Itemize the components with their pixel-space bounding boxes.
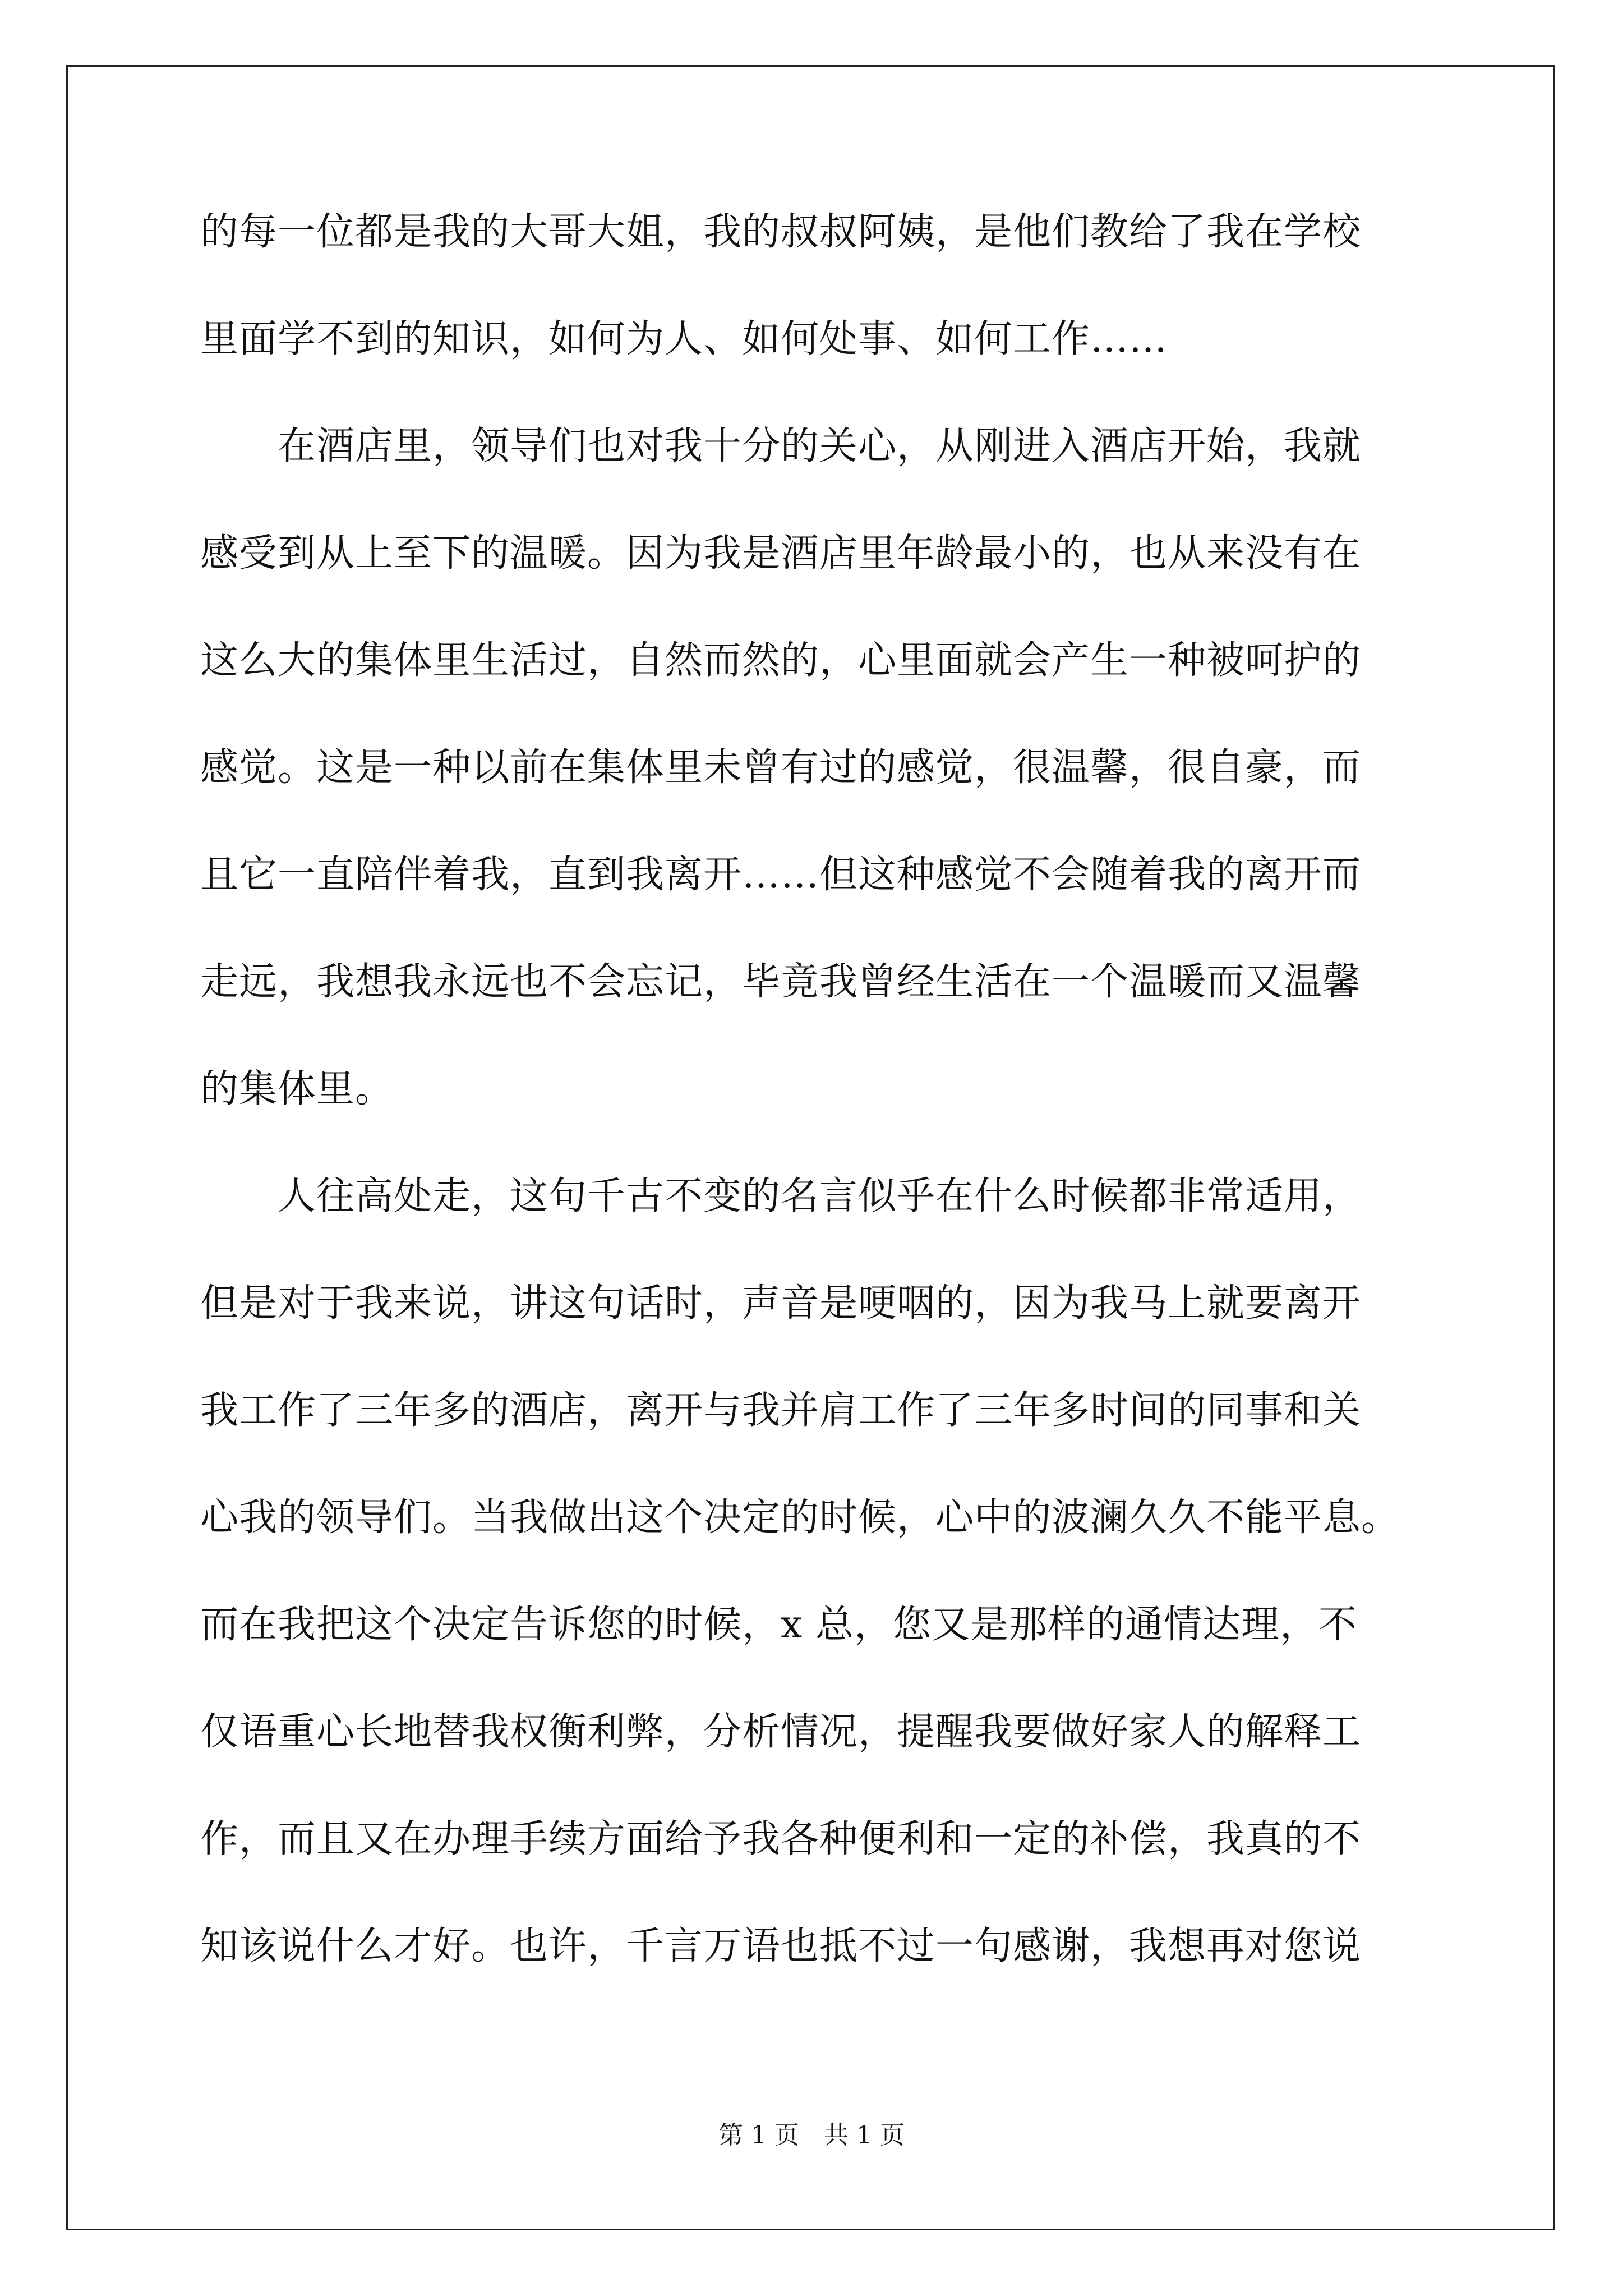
text-line: 里面学不到的知识，如何为人、如何处事、如何工作…… [200,317,1168,361]
text-line: 这么大的集体里生活过，自然而然的，心里面就会产生一种被呵护的 [200,638,1362,683]
text-line: 感受到从上至下的温暖。因为我是酒店里年龄最小的，也从来没有在 [200,531,1362,576]
text-line: 的每一位都是我的大哥大姐，我的叔叔阿姨，是他们教给了我在学校 [200,210,1362,254]
page-footer: 第 1 页 共 1 页 [718,2121,905,2150]
text-line: 感觉。这是一种以前在集体里未曾有过的感觉，很温馨，很自豪，而 [200,746,1362,790]
text-line: 心我的领导们。当我做出这个决定的时候，心中的波澜久久不能平息。 [200,1496,1400,1540]
text-line: 在酒店里，领导们也对我十分的关心，从刚进入酒店开始，我就 [200,424,1362,468]
text-line: 走远，我想我永远也不会忘记，毕竟我曾经生活在一个温暖而又温馨 [200,960,1362,1004]
text-line: 作，而且又在办理手续方面给予我各种便利和一定的补偿，我真的不 [200,1817,1362,1861]
text-line: 知该说什么才好。也许，千言万语也抵不过一句感谢，我想再对您说 [200,1924,1362,1968]
text-line: 人往高处走，这句千古不变的名言似乎在什么时候都非常适用， [200,1174,1362,1218]
text-line: 的集体里。 [200,1067,394,1111]
text-line: 而在我把这个决定告诉您的时候，x 总，您又是那样的通情达理，不 [200,1603,1357,1647]
document-body [200,210,1428,2035]
text-line: 但是对于我来说，讲这句话时，声音是哽咽的，因为我马上就要离开 [200,1281,1362,1326]
text-line: 仅语重心长地替我权衡利弊，分析情况，提醒我要做好家人的解释工 [200,1710,1362,1754]
text-line: 且它一直陪伴着我，直到我离开……但这种感觉不会随着我的离开而 [200,853,1362,897]
text-line: 我工作了三年多的酒店，离开与我并肩工作了三年多时间的同事和关 [200,1388,1362,1433]
